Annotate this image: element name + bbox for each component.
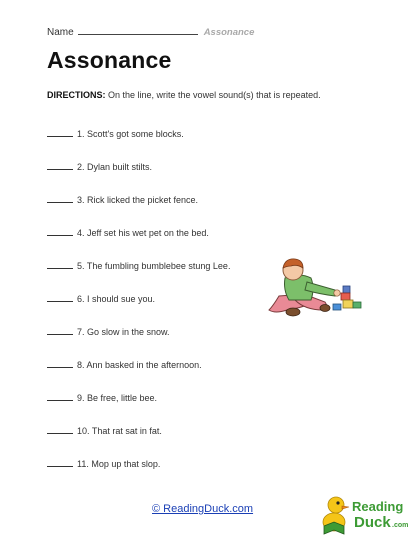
question-item [47, 359, 202, 370]
logo-reading-text: Reading [352, 499, 404, 514]
answer-blank[interactable] [47, 128, 73, 137]
logo-com-text: .com [392, 522, 409, 529]
name-label: Name [47, 27, 74, 38]
question-item [47, 458, 160, 469]
question-item [47, 425, 162, 436]
boy-with-blocks-illustration [265, 256, 365, 318]
question-text: 5. The fumbling bumblebee stung Lee. [77, 261, 231, 271]
answer-blank[interactable] [47, 425, 73, 434]
question-text: 2. Dylan built stilts. [77, 162, 153, 172]
answer-blank[interactable] [47, 260, 73, 269]
question-text: 11. Mop up that slop. [77, 459, 161, 469]
question-text: 8. Ann basked in the afternoon. [77, 360, 202, 370]
header-subject: Assonance [203, 27, 255, 38]
question-item [47, 392, 157, 403]
page-title: Assonance [47, 47, 172, 73]
answer-blank[interactable] [47, 227, 73, 236]
answer-blank[interactable] [47, 161, 73, 170]
question-text: 9. Be free, little bee. [77, 393, 158, 403]
question-item [47, 227, 209, 238]
question-text: 7. Go slow in the snow. [77, 327, 170, 337]
readingduck-logo [322, 492, 412, 536]
directions-text: On the line, write the vowel sound(s) that is repeated. [108, 90, 321, 100]
question-text: 6. I should sue you. [77, 294, 156, 304]
question-text: 10. That rat sat in fat. [77, 426, 162, 436]
question-text: 3. Rick licked the picket fence. [77, 195, 199, 205]
question-text: 4. Jeff set his wet pet on the bed. [77, 228, 209, 238]
question-item [47, 293, 155, 304]
directions [47, 90, 321, 100]
footer-readingduck-link[interactable]: © ReadingDuck.com [152, 503, 254, 515]
question-item [47, 128, 184, 139]
question-item [47, 161, 152, 172]
answer-blank[interactable] [47, 359, 73, 368]
question-item [47, 326, 170, 337]
name-row [47, 25, 254, 38]
logo-duck-text: Duck [354, 514, 391, 531]
answer-blank[interactable] [47, 392, 73, 401]
question-item [47, 260, 230, 271]
question-item [47, 194, 198, 205]
question-text: 1. Scott's got some blocks. [77, 129, 184, 139]
answer-blank[interactable] [47, 293, 73, 302]
answer-blank[interactable] [47, 458, 73, 467]
answer-blank[interactable] [47, 194, 73, 203]
directions-label: DIRECTIONS: [47, 90, 106, 100]
name-blank-line[interactable] [78, 25, 198, 35]
answer-blank[interactable] [47, 326, 73, 335]
